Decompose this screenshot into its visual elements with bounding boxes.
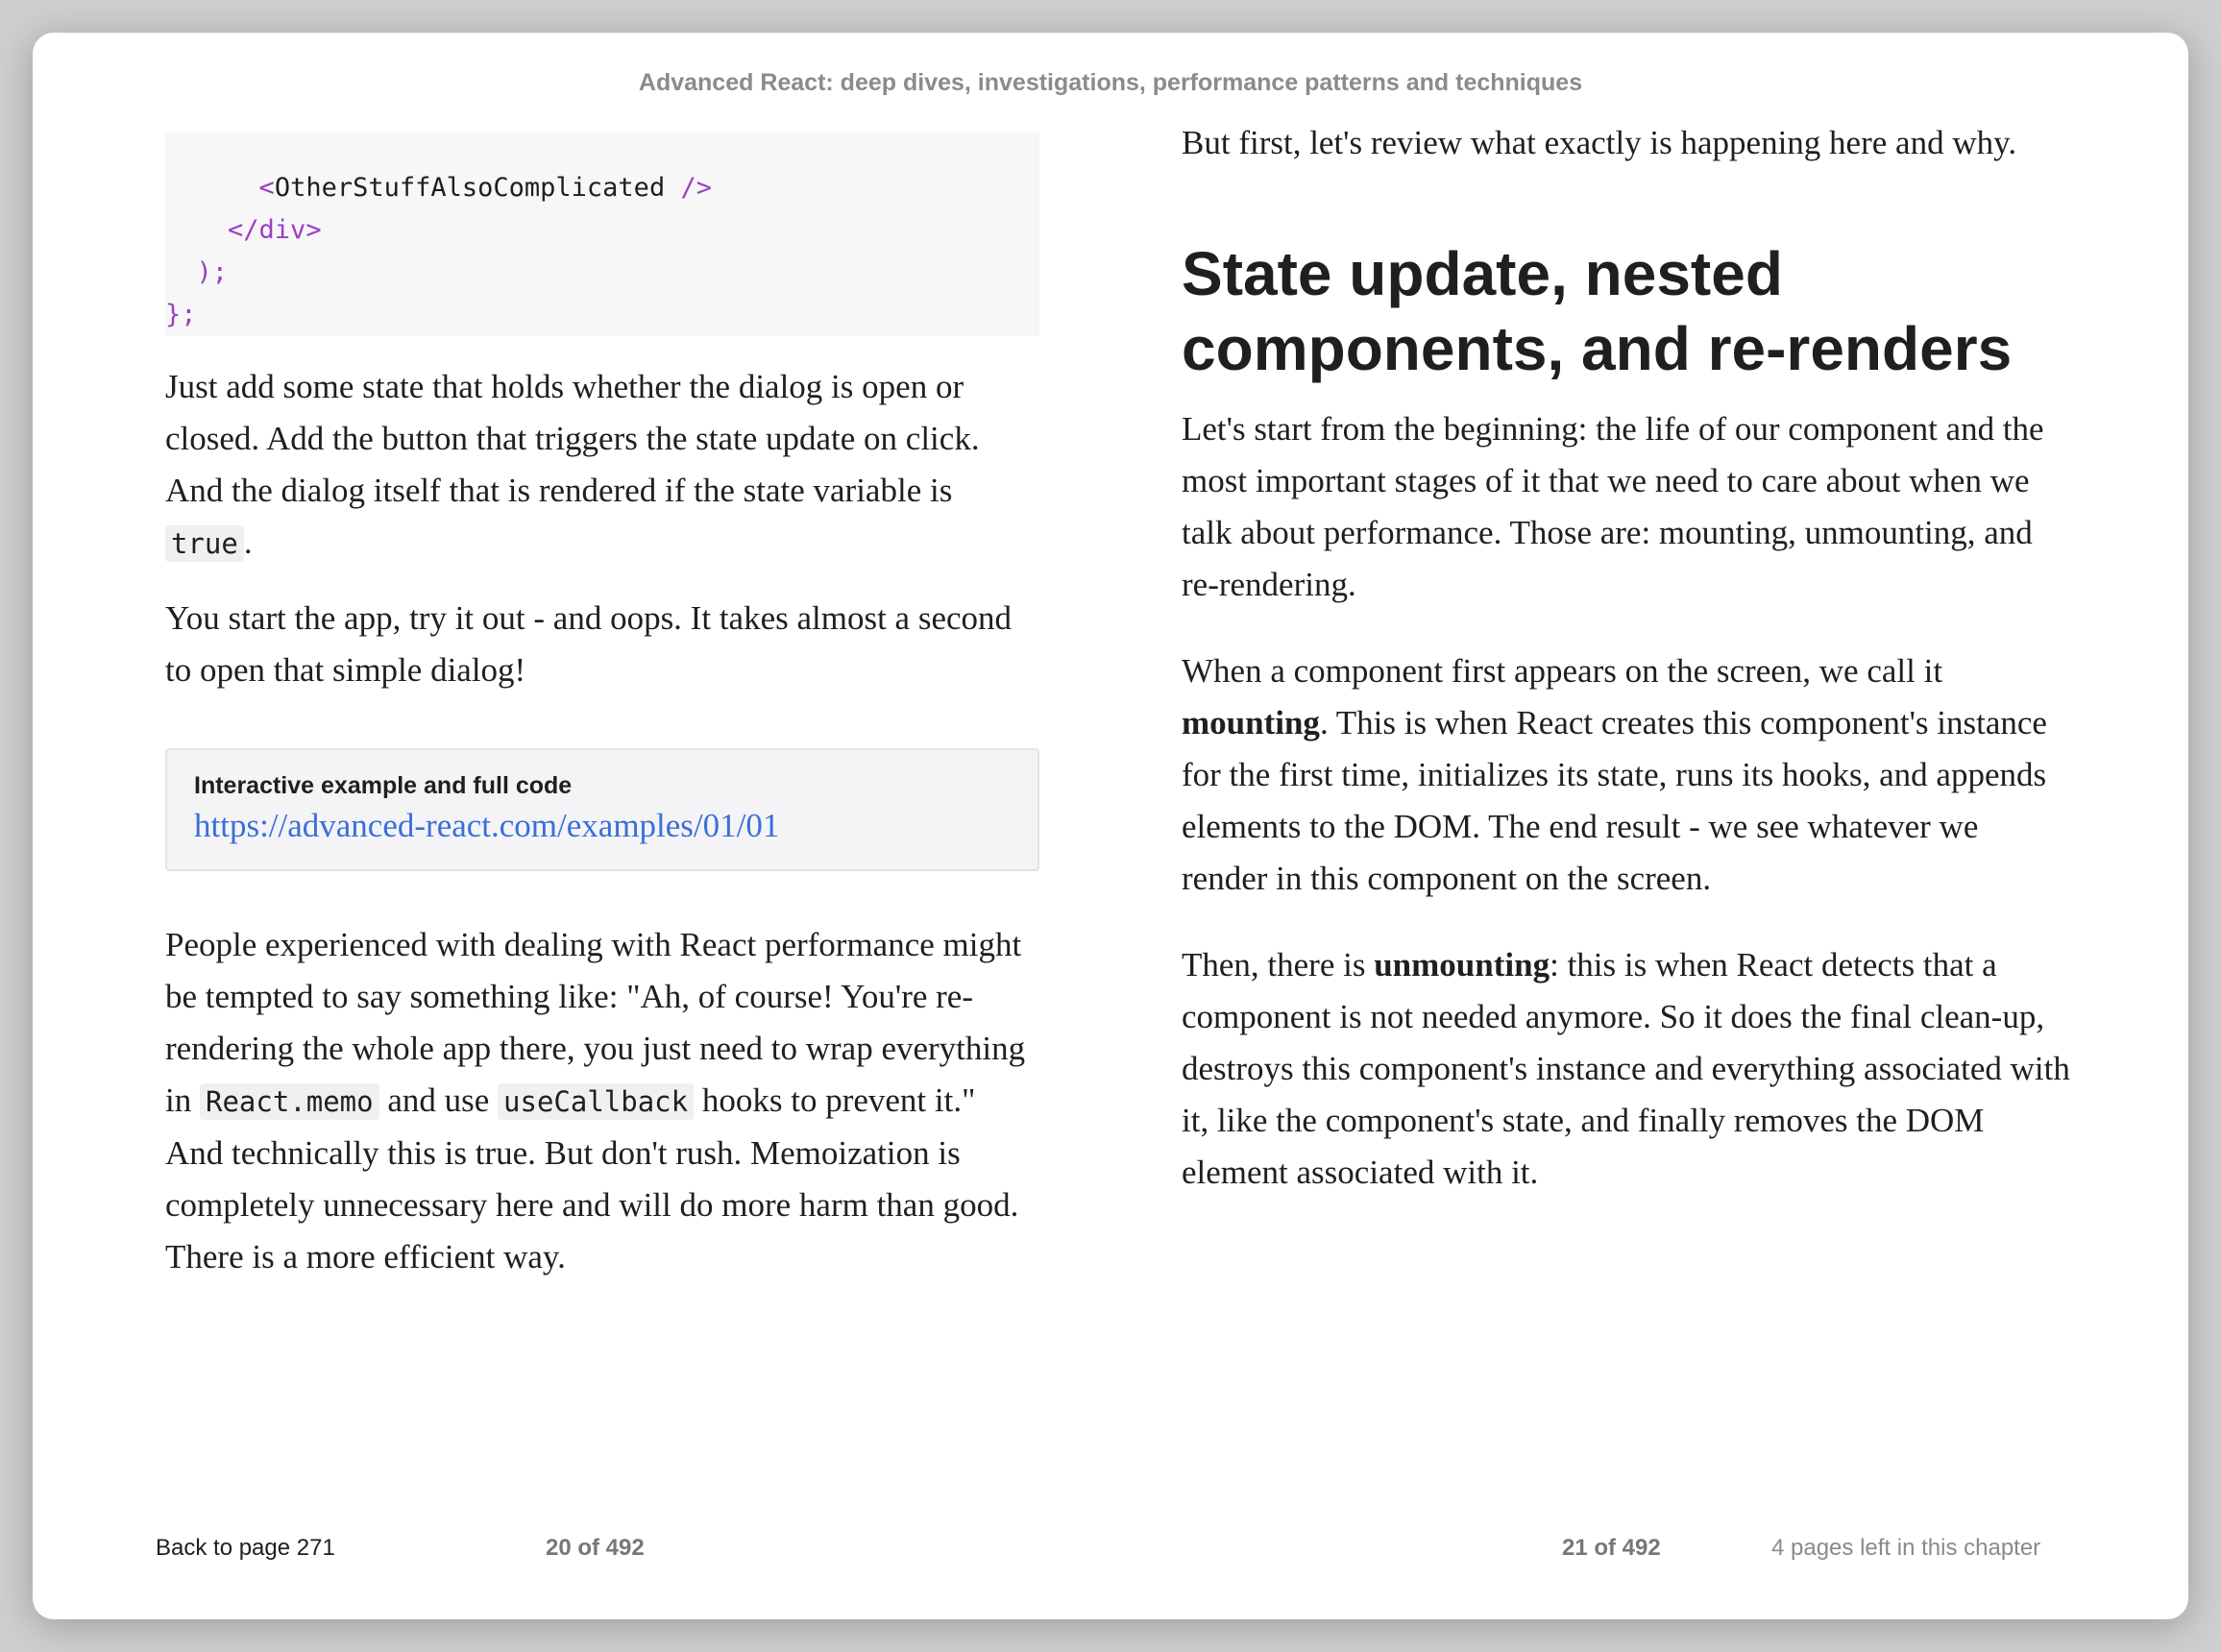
left-page (165, 133, 1039, 1283)
callout-title: Interactive example and full code (194, 772, 573, 799)
right-page (1182, 124, 2070, 1199)
paragraph: Just add some state that holds whether the dialog is open or closed. Add the button that triggers the state update on click. And the dialog itself that is rendered if the state variable is true . (165, 368, 980, 561)
inline-code: true (165, 525, 244, 562)
bold-term: mounting (1182, 704, 1320, 741)
paragraph: When a component first appears on the screen, we call it mounting. This is when React creates this component's instance for the first time, initializes its state, runs its hooks, and appends elements to the DOM. The end result - we see whatever we render in this component on the screen. (1182, 652, 2047, 897)
paragraph: Then, there is unmounting: this is when React detects that a component is not needed anymore. So it does the final clean-up, destroys this component's instance and everything associated with it, like the component's state, and finally removes the DOM element associated with it. (1182, 946, 2070, 1191)
bold-term: unmounting (1374, 946, 1550, 984)
code-line: </div> (228, 215, 322, 245)
inline-code: useCallback (498, 1083, 694, 1120)
example-link[interactable]: https://advanced-react.com/examples/01/01 (194, 807, 780, 844)
paragraph: Let's start from the beginning: the life of our component and the most important stages of it that we need to care about when we talk about performance. Those are: mounting, unmounting, and re-rendering. (1182, 410, 2044, 603)
code-block (165, 133, 1039, 336)
right-page-number: 21 of 492 (1562, 1535, 1661, 1561)
paragraph: People experienced with dealing with React performance might be tempted to say something like: "Ah, of course! You're re-rendering the whole app there, you just need to wrap everything in React.memo and use useCallback hooks to prevent it." And technically this is true. But don't rush. Memoization is completely unnecessary here and will do more harm than good. There is a more efficient way. (165, 926, 1026, 1275)
book-title: Advanced React: deep dives, investigations, performance patterns and techniques (638, 69, 1583, 96)
paragraph: But first, let's review what exactly is happening here and why. (1182, 124, 2017, 161)
back-to-page-link[interactable]: Back to page 271 (156, 1535, 335, 1561)
chapter-pages-left: 4 pages left in this chapter (1771, 1535, 2041, 1561)
example-callout (165, 748, 1039, 871)
code-line: <OtherStuffAlsoComplicated /> (258, 173, 712, 203)
code-line: }; (165, 300, 197, 329)
paragraph: You start the app, try it out - and oops. It takes almost a second to open that simple dialog! (165, 599, 1013, 689)
reader-window (33, 33, 2188, 1619)
code-line: ); (196, 257, 229, 287)
section-heading: State update, nested components, and re-renders (1182, 239, 2013, 383)
left-page-number: 20 of 492 (546, 1535, 645, 1561)
inline-code: React.memo (200, 1083, 379, 1120)
